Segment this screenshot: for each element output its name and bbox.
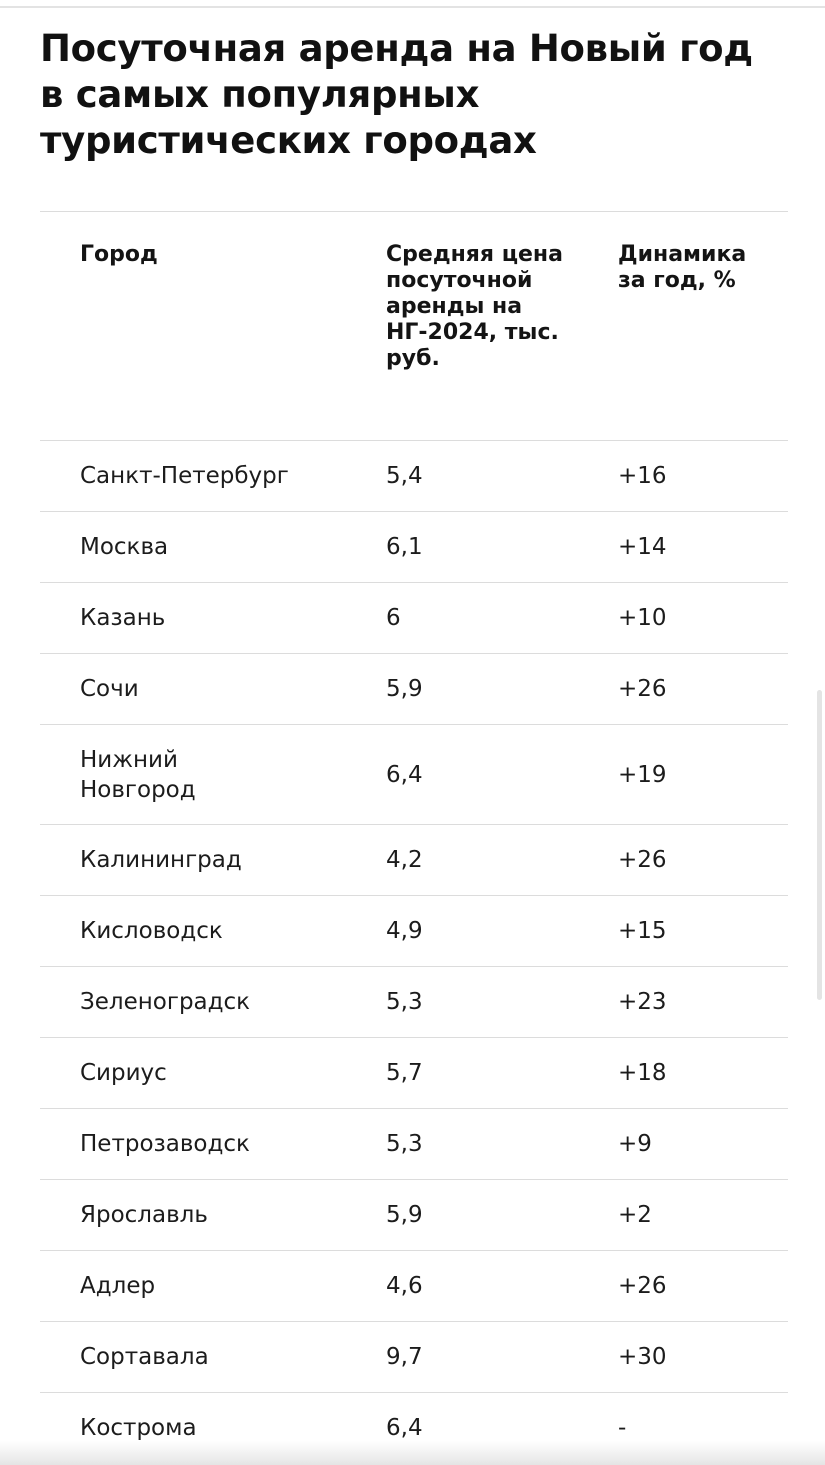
price-cell: 5,9: [386, 1202, 423, 1228]
table-row: [40, 1250, 788, 1321]
price-cell: 4,2: [386, 847, 423, 873]
table-row: [40, 1037, 788, 1108]
table-row: [40, 1108, 788, 1179]
table-header-row: [40, 212, 788, 440]
table-row: [40, 511, 788, 582]
change-cell: +10: [618, 605, 667, 631]
change-cell: +26: [618, 847, 667, 873]
change-cell: +14: [618, 534, 667, 560]
column-header-price: Средняя цена посуточной аренды на НГ-2024, тыс. руб.: [386, 242, 563, 371]
price-cell: 5,3: [386, 989, 423, 1015]
change-cell: -: [618, 1415, 627, 1441]
city-cell: Калининград: [80, 847, 242, 873]
change-cell: +26: [618, 676, 667, 702]
change-cell: +16: [618, 463, 667, 489]
city-cell: Санкт-Петербург: [80, 463, 289, 489]
table-row: [40, 440, 788, 511]
price-cell: 9,7: [386, 1344, 423, 1370]
table-row: [40, 582, 788, 653]
city-cell: Казань: [80, 605, 166, 631]
change-cell: +2: [618, 1202, 652, 1228]
price-cell: 5,7: [386, 1060, 423, 1086]
change-cell: +15: [618, 918, 667, 944]
city-cell: Сириус: [80, 1060, 167, 1086]
change-cell: +26: [618, 1273, 667, 1299]
top-divider: [0, 6, 825, 8]
bottom-shadow: [0, 1441, 825, 1465]
city-cell: Нижний Новгород: [80, 746, 196, 803]
rental-table: [40, 211, 788, 1463]
table-row: [40, 824, 788, 895]
price-cell: 4,9: [386, 918, 423, 944]
price-cell: 6,1: [386, 534, 423, 560]
table-row: [40, 653, 788, 724]
city-cell: Кострома: [80, 1415, 197, 1441]
city-cell: Москва: [80, 534, 169, 560]
city-cell: Ярославль: [80, 1202, 208, 1228]
vertical-scrollbar[interactable]: [817, 690, 822, 1000]
change-cell: +18: [618, 1060, 667, 1086]
column-header-city: Город: [80, 242, 158, 267]
change-cell: +19: [618, 761, 667, 788]
city-cell: Сортавала: [80, 1344, 209, 1370]
change-cell: +23: [618, 989, 667, 1015]
column-header-change: Динамика за год, %: [618, 242, 747, 293]
city-cell: Сочи: [80, 676, 139, 702]
table-row: [40, 1321, 788, 1392]
price-cell: 6,4: [386, 761, 423, 788]
table-row: [40, 1179, 788, 1250]
city-cell: Зеленоградск: [80, 989, 251, 1015]
table-row: [40, 895, 788, 966]
price-cell: 5,9: [386, 676, 423, 702]
price-cell: 5,4: [386, 463, 423, 489]
city-cell: Адлер: [80, 1273, 156, 1299]
price-cell: 4,6: [386, 1273, 423, 1299]
change-cell: +9: [618, 1131, 652, 1157]
price-cell: 5,3: [386, 1131, 423, 1157]
change-cell: +30: [618, 1344, 667, 1370]
table-row: [40, 724, 788, 824]
price-cell: 6,4: [386, 1415, 423, 1441]
city-cell: Петрозаводск: [80, 1131, 250, 1157]
article-title: Посуточная аренда на Новый год в самых популярных туристических городах: [40, 27, 753, 162]
price-cell: 6: [386, 605, 401, 631]
city-cell: Кисловодск: [80, 918, 223, 944]
table-row: [40, 966, 788, 1037]
